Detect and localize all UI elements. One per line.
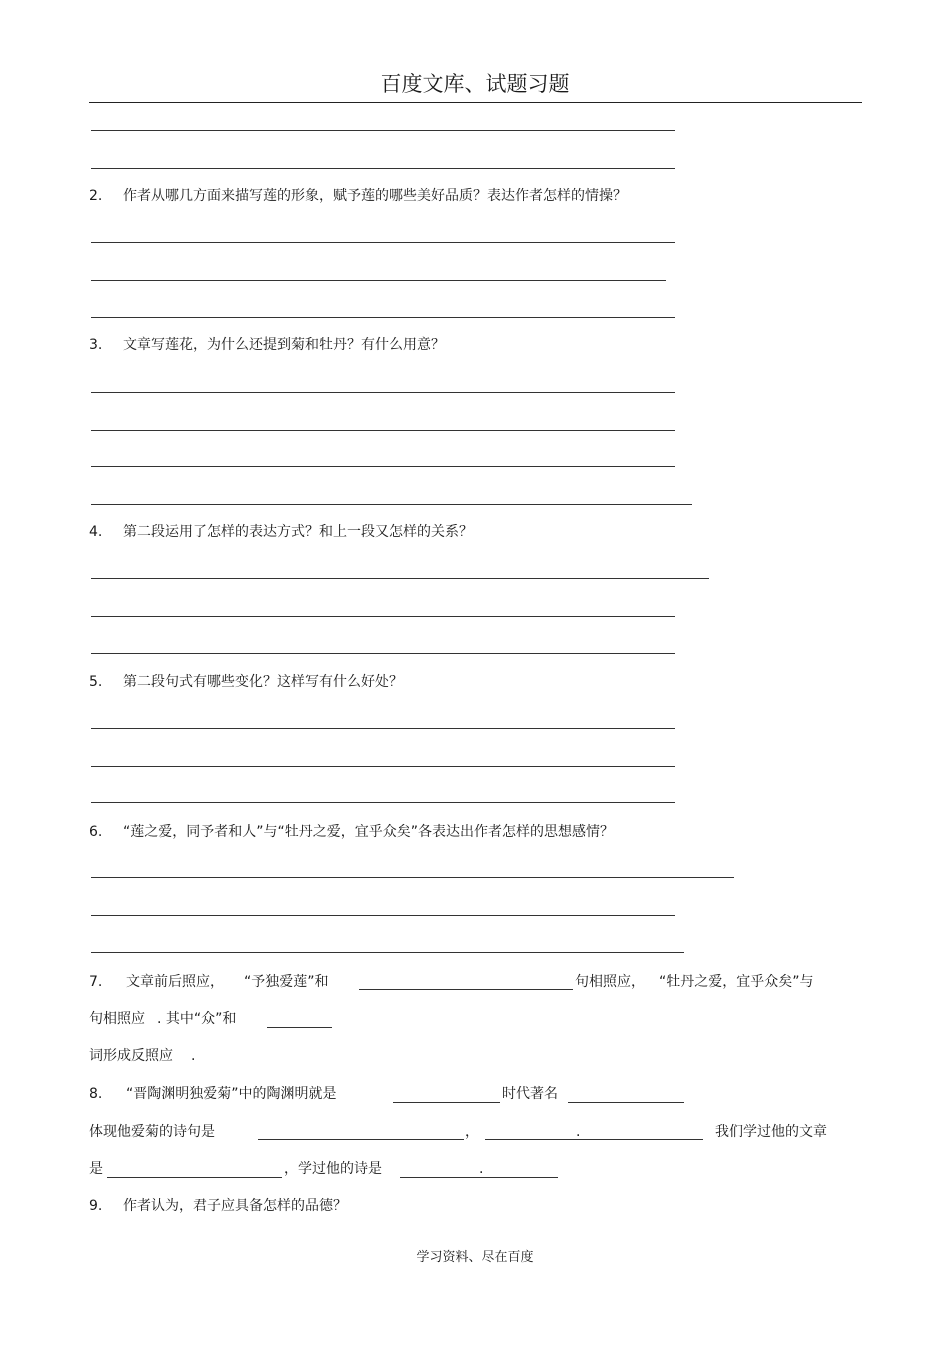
- question-7-text-4: “牡丹之爱，宜乎众矣”与: [659, 974, 814, 990]
- answer-line: [91, 280, 666, 281]
- fill-blank[interactable]: [393, 1102, 500, 1103]
- question-4: [89, 522, 473, 542]
- answer-line: [91, 766, 675, 767]
- question-8-text-4: 我们学过他的文章: [715, 1124, 827, 1140]
- fill-blank[interactable]: [258, 1139, 464, 1140]
- question-7-text-7: 词形成反照应: [89, 1048, 173, 1064]
- fill-blank[interactable]: [267, 1027, 332, 1028]
- answer-line: [91, 653, 675, 654]
- answer-line: [91, 317, 675, 318]
- question-6: [89, 822, 614, 842]
- answer-line: [91, 802, 675, 803]
- answer-line: [91, 168, 675, 169]
- question-8-text-5: 是: [89, 1161, 103, 1177]
- question-text: 第二段句式有哪些变化？这样写有什么好处？: [123, 674, 403, 690]
- question-7-text-5: 句相照应: [89, 1011, 145, 1027]
- question-8-text-3: 体现他爱菊的诗句是: [89, 1124, 215, 1140]
- answer-line: [91, 242, 675, 243]
- answer-line: [91, 504, 692, 505]
- page-footer: 学习资料、尽在百度: [416, 1250, 534, 1265]
- question-8-number: 8.: [89, 1086, 103, 1102]
- answer-line: [91, 616, 675, 617]
- question-text: 文章写莲花，为什么还提到菊和牡丹？有什么用意？: [123, 337, 445, 353]
- fill-blank[interactable]: [359, 989, 573, 990]
- answer-line: [91, 430, 675, 431]
- header-divider: [89, 102, 862, 103]
- question-5: [89, 672, 403, 692]
- question-number: 3.: [89, 337, 103, 353]
- question-number: 4.: [89, 524, 103, 540]
- question-number: 5.: [89, 674, 103, 690]
- answer-line: [91, 392, 675, 393]
- fill-blank[interactable]: [485, 1139, 703, 1140]
- answer-line: [91, 952, 684, 953]
- page-header-title: 百度文库、试题习题: [380, 72, 570, 96]
- answer-line: [91, 130, 675, 131]
- question-8-comma: ，: [465, 1124, 479, 1140]
- question-text: “莲之爱，同予者和人”与“牡丹之爱，宜乎众矣”各表达出作者怎样的思想感情？: [123, 824, 615, 840]
- question-8-text-2: 时代著名: [502, 1086, 558, 1102]
- question-8-dot: .: [576, 1124, 581, 1140]
- question-8-text-1: “晋陶渊明独爱菊”中的陶渊明就是: [126, 1086, 337, 1102]
- question-3: [89, 335, 445, 355]
- question-7-text-1: 文章前后照应，: [126, 974, 224, 990]
- question-7-text-2: “予独爱莲”和: [244, 974, 329, 990]
- question-8-dot-2: .: [479, 1161, 484, 1177]
- answer-line: [91, 578, 709, 579]
- question-text: 第二段运用了怎样的表达方式？和上一段又怎样的关系？: [123, 524, 473, 540]
- answer-line: [91, 728, 675, 729]
- question-2: [89, 186, 627, 206]
- question-7-text-6: . 其中“众”和: [157, 1011, 237, 1027]
- question-8-text-6: ，学过他的诗是: [284, 1161, 382, 1177]
- fill-blank[interactable]: [568, 1102, 684, 1103]
- question-7-text-8: .: [191, 1048, 196, 1064]
- question-text: 作者认为，君子应具备怎样的品德？: [123, 1198, 347, 1214]
- question-text: 作者从哪几方面来描写莲的形象，赋予莲的哪些美好品质？表达作者怎样的情操？: [123, 188, 627, 204]
- answer-line: [91, 877, 734, 878]
- question-9: [89, 1196, 347, 1216]
- answer-line: [91, 466, 675, 467]
- question-7-text-3: 句相照应，: [575, 974, 645, 990]
- answer-line: [91, 915, 675, 916]
- fill-blank[interactable]: [107, 1177, 282, 1178]
- question-number: 2.: [89, 188, 103, 204]
- question-7-number: 7.: [89, 974, 103, 990]
- question-number: 9.: [89, 1198, 103, 1214]
- question-number: 6.: [89, 824, 103, 840]
